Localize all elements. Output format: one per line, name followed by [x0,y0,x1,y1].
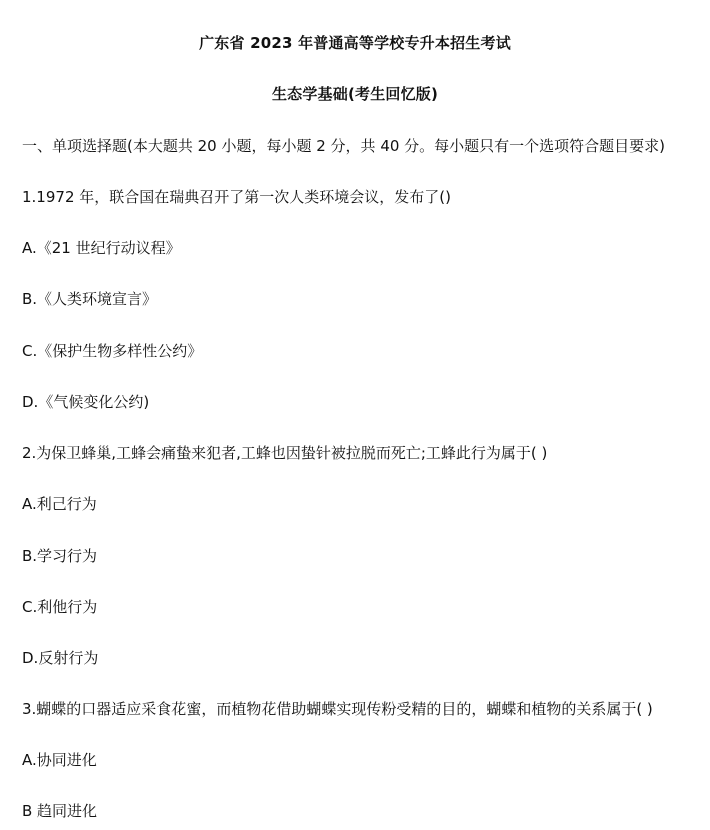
exam-subtitle: 生态学基础(考生回忆版) [271,85,439,103]
question-3-option-a: A.协同进化 [22,751,97,769]
question-2-option-b: B.学习行为 [22,547,98,565]
question-1-option-a: A.《21 世纪行动议程》 [22,239,181,257]
section-heading: 一、单项选择题(本大题共 20 小题，每小题 2 分，共 40 分。每小题只有一个选项符合题目要求) [22,137,666,155]
question-2-option-a: A.利己行为 [22,495,97,513]
question-2-option-c: C.利他行为 [22,598,98,616]
exam-title: 广东省 2023 年普通高等学校专升本招生考试 [199,34,511,52]
question-1-option-c: C.《保护生物多样性公约》 [22,342,203,360]
question-3-stem: 3.蝴蝶的口器适应采食花蜜，而植物花借助蝴蝶实现传粉受精的目的，蝴蝶和植物的关系属于( ) [22,700,653,718]
question-2-stem: 2.为保卫蜂巢,工蜂会痛蛰来犯者,工蜂也因蛰针被拉脱而死亡;工蜂此行为属于( ) [22,444,548,462]
question-1-option-d: D.《气候变化公约) [22,393,150,411]
question-2-option-d: D.反射行为 [22,649,99,667]
question-3-option-b: B 趋同进化 [22,802,98,820]
question-1-option-b: B.《人类环境宣言》 [22,290,158,308]
question-1-stem: 1.1972 年，联合国在瑞典召开了第一次人类环境会议，发布了() [22,188,451,206]
